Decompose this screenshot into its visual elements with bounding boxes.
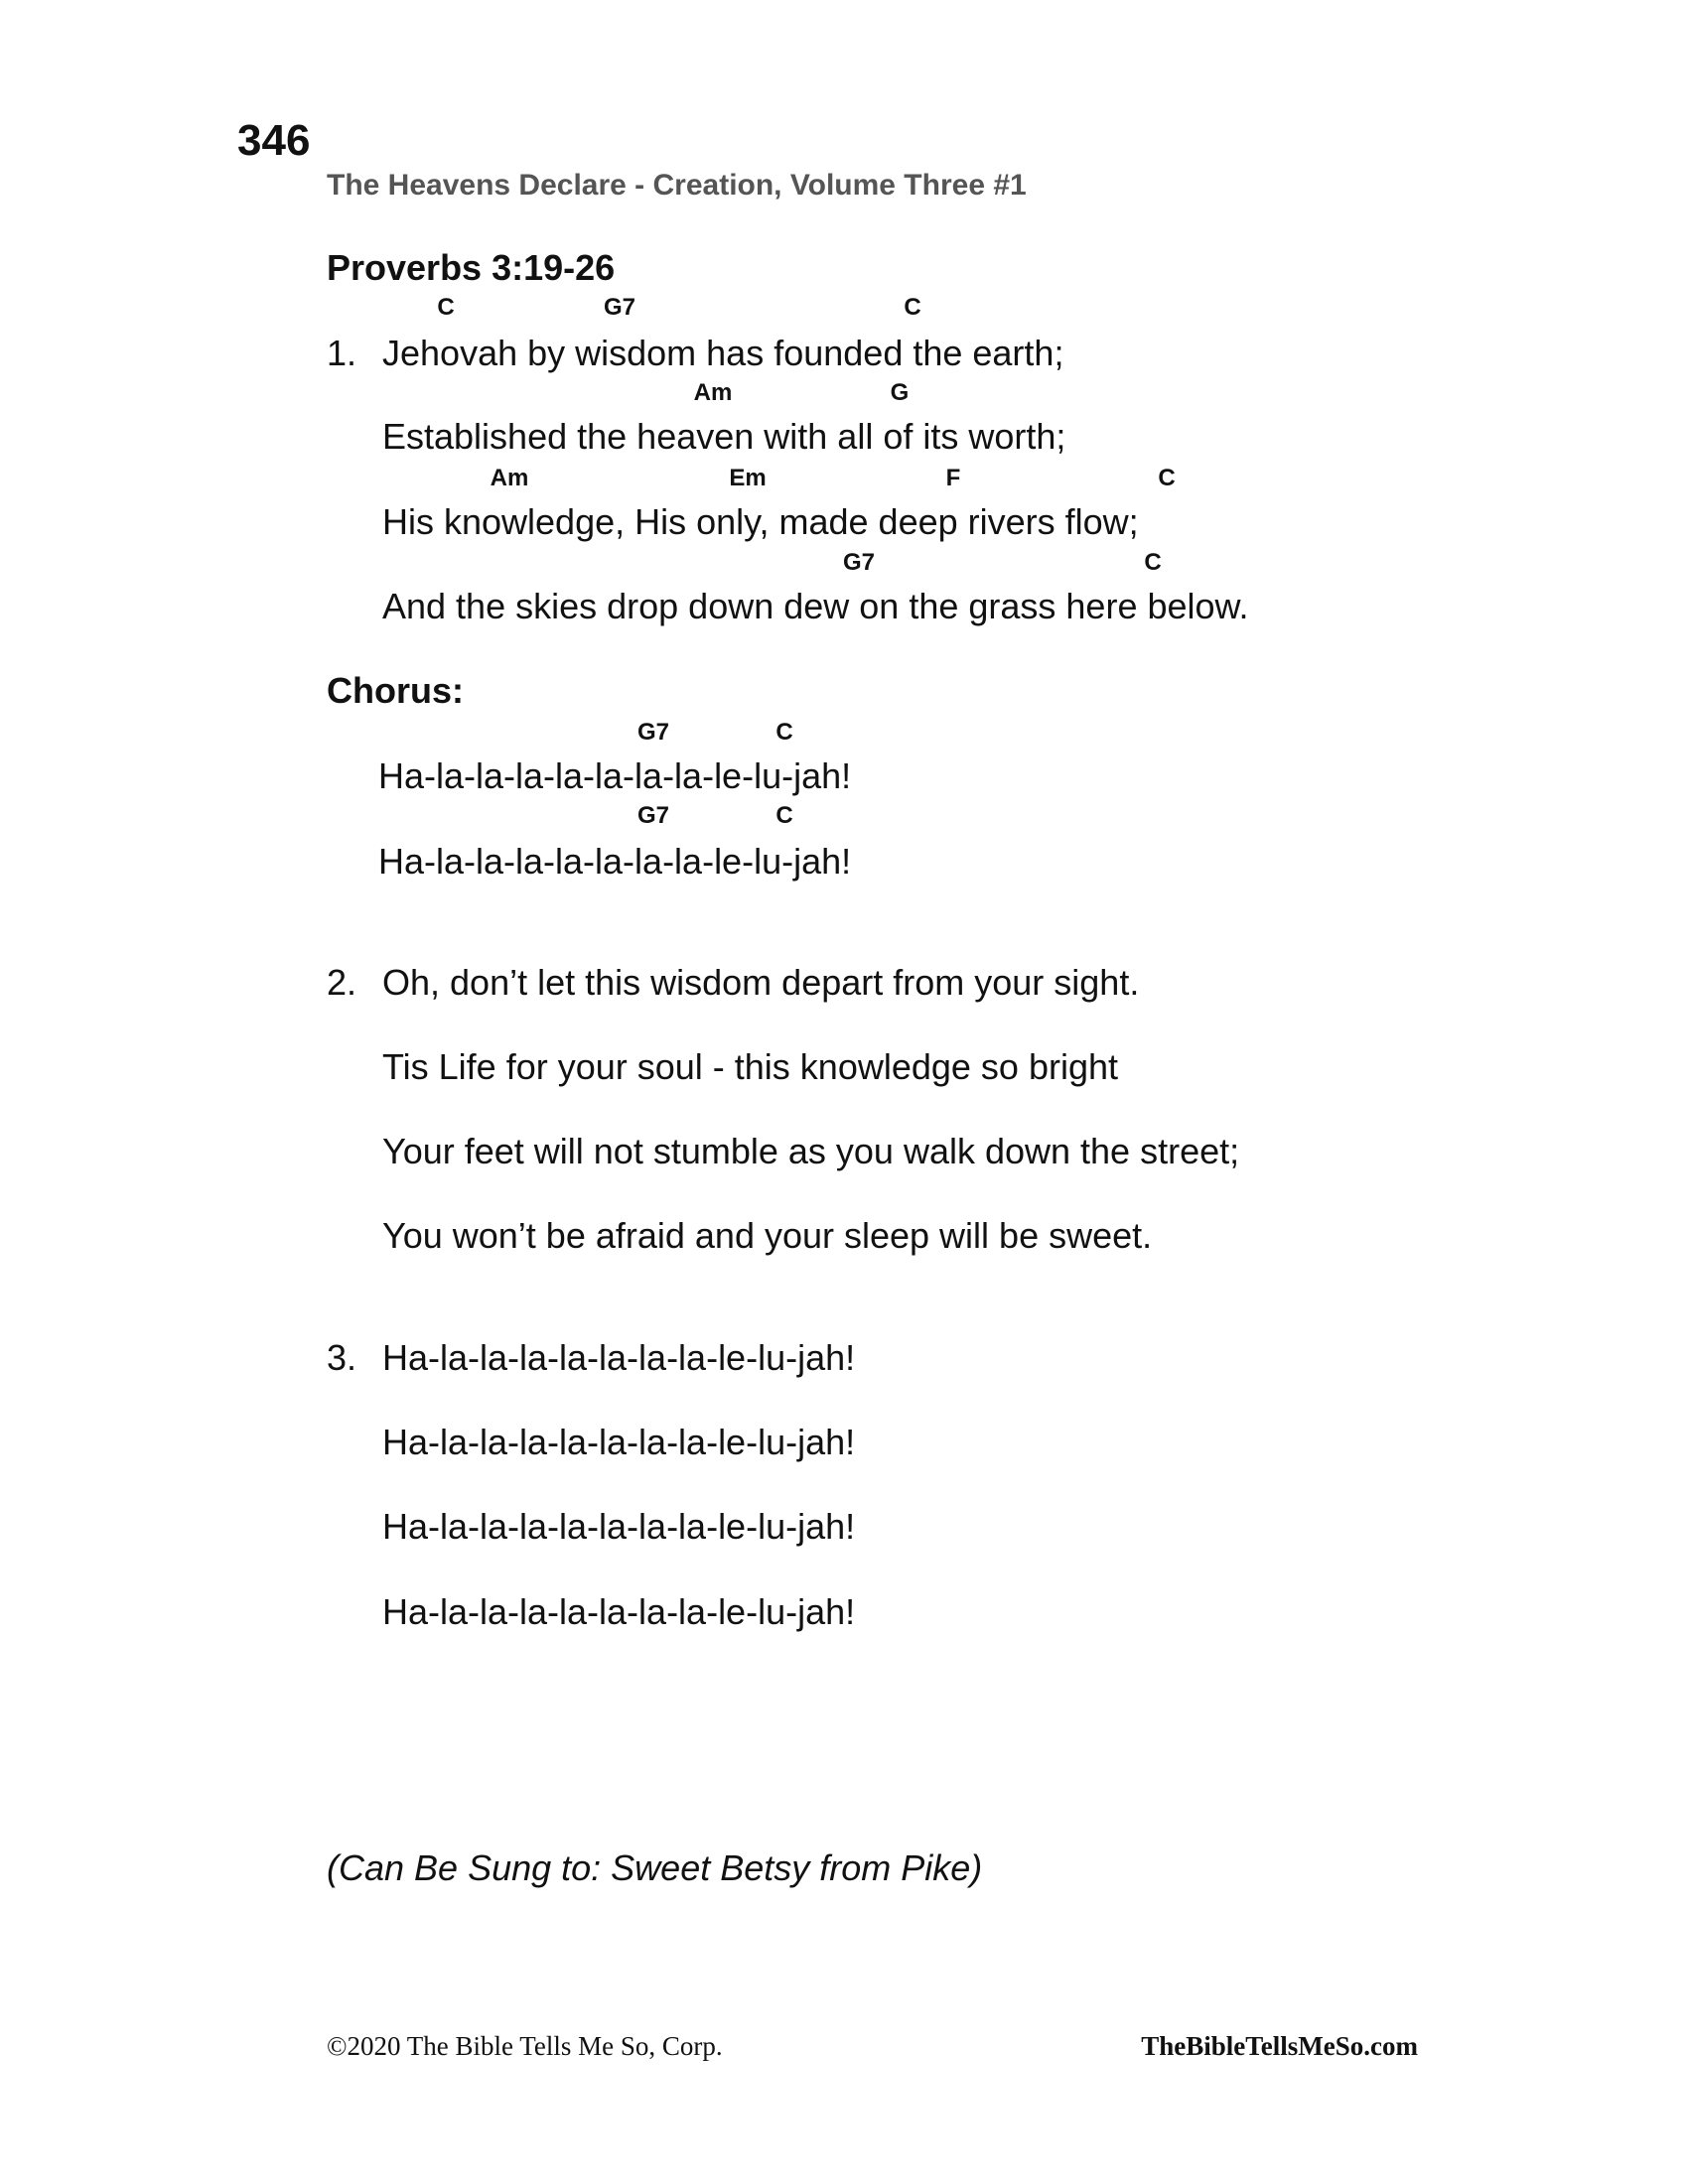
chord: G7: [842, 549, 876, 576]
lyric-line: Ha-la-la-la-la-la-la-la-le-lu-jah!: [382, 1422, 856, 1462]
lyric-line: Established the heaven with all of its worth;: [382, 416, 1066, 457]
lyric-line: Ha-la-la-la-la-la-la-la-le-lu-jah!: [378, 755, 852, 796]
chord: Am: [490, 465, 529, 491]
scripture-reference: Proverbs 3:19-26: [327, 247, 616, 288]
website-link[interactable]: TheBibleTellsMeSo.com: [1141, 2031, 1418, 2061]
lyric-line: Tis Life for your soul - this knowledge so bright: [382, 1046, 1119, 1087]
chord: G7: [636, 802, 670, 829]
lyric-line: Ha-la-la-la-la-la-la-la-le-lu-jah!: [382, 1337, 856, 1378]
chord: C: [1144, 549, 1162, 576]
copyright: ©2020 The Bible Tells Me So, Corp.: [327, 2031, 723, 2061]
page-number: 346: [237, 116, 311, 165]
chord: G7: [603, 294, 636, 321]
lyric-line: Ha-la-la-la-la-la-la-la-le-lu-jah!: [382, 1506, 856, 1547]
song-subtitle: The Heavens Declare - Creation, Volume Three #1: [327, 169, 1027, 202]
lyric-line: Your feet will not stumble as you walk down the street;: [382, 1131, 1240, 1171]
verse-number: 2.: [327, 962, 357, 1003]
lyric-line: Ha-la-la-la-la-la-la-la-le-lu-jah!: [382, 1591, 856, 1632]
chord: C: [437, 294, 455, 321]
chord: C: [775, 719, 793, 746]
lyric-line: Jehovah by wisdom has founded the earth;: [382, 333, 1064, 373]
chord: G7: [636, 719, 670, 746]
chord: C: [775, 802, 793, 829]
lyric-line: Ha-la-la-la-la-la-la-la-le-lu-jah!: [378, 841, 852, 882]
lyric-line: Oh, don’t let this wisdom depart from your sight.: [382, 962, 1140, 1003]
chord: F: [945, 465, 961, 491]
chord: C: [1158, 465, 1176, 491]
lyric-line: And the skies drop down dew on the grass here below.: [382, 586, 1249, 626]
chorus-label: Chorus:: [327, 670, 464, 711]
chord: Am: [693, 379, 733, 406]
chord: G: [890, 379, 910, 406]
lyric-line: His knowledge, His only, made deep rivers flow;: [382, 501, 1139, 542]
chord: Em: [729, 465, 767, 491]
tune-note: (Can Be Sung to: Sweet Betsy from Pike): [327, 1847, 983, 1888]
verse-number: 1.: [327, 333, 357, 373]
chord: C: [904, 294, 921, 321]
verse-number: 3.: [327, 1337, 357, 1378]
lyric-line: You won’t be afraid and your sleep will be sweet.: [382, 1215, 1153, 1256]
